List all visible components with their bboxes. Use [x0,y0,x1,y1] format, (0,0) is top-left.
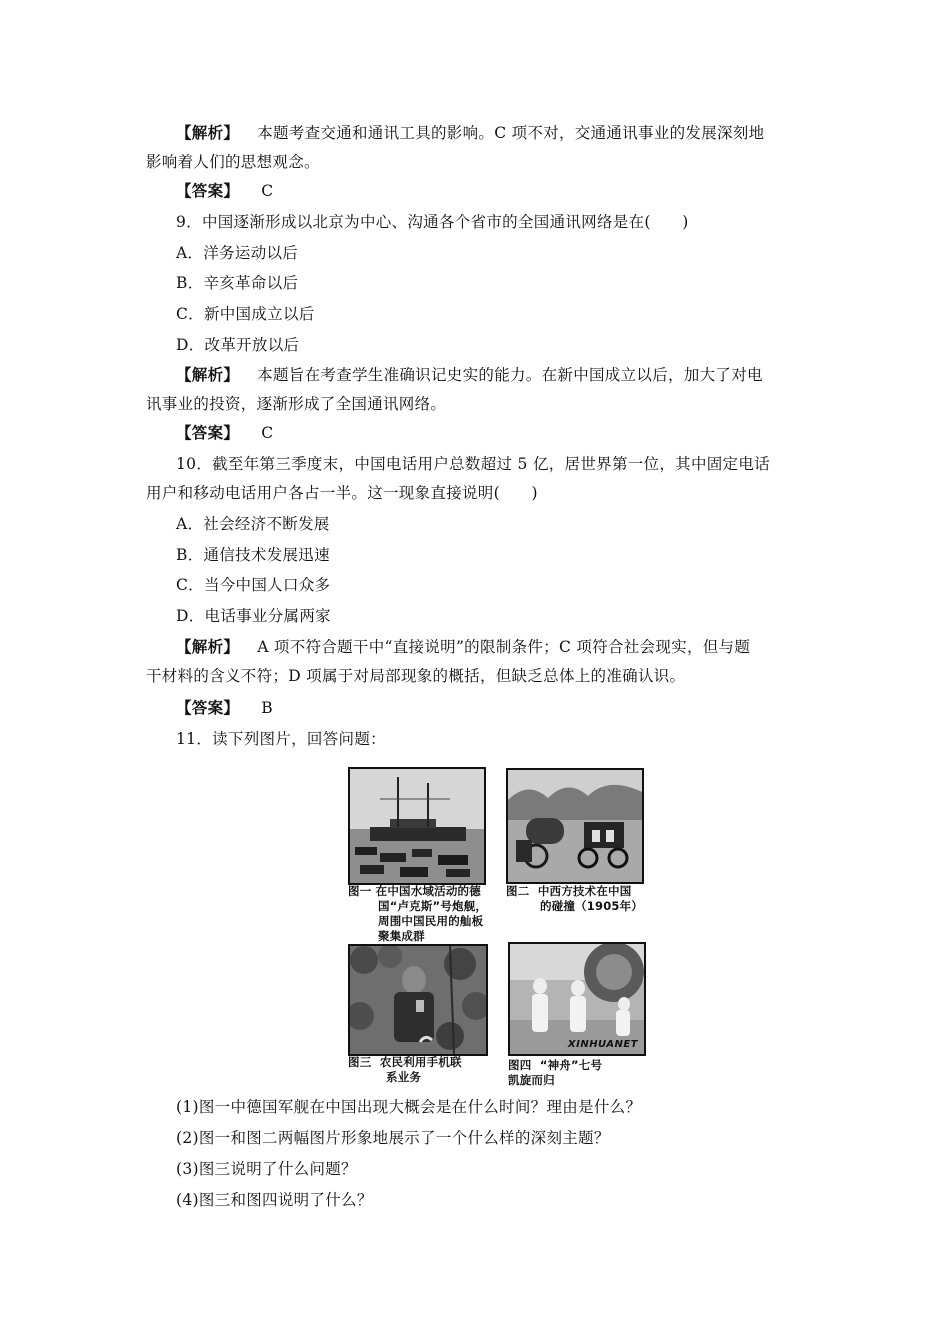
figure-4-caption-line: 凯旋而归 [508,1073,555,1087]
q10-analysis-cont: 干材料的含义不符；D 项属于对局部现象的概括，但缺乏总体上的准确认识。 [146,667,686,685]
analysis-tag: 【解析】 [176,365,240,384]
figure-3-photo [348,944,488,1056]
analysis-tag: 【解析】 [176,123,240,142]
astronauts-image [510,944,644,1054]
figure-2-photo [506,768,644,884]
farmer-phone-image [350,946,486,1054]
figure-1-caption-line: 在中国水域活动的德 [375,884,481,898]
watermark-text: XINHUANET [567,1039,638,1050]
figure-4-caption [508,1058,602,1088]
cart-and-car-image [508,770,642,882]
q9-stem: 9．中国逐渐形成以北京为中心、沟通各个省市的全国通讯网络是在( ) [176,213,689,231]
figure-2-label: 图二 [506,884,530,898]
q8-analysis-cont: 影响着人们的思想观念。 [146,153,320,171]
q10-option-b: B．通信技术发展迅速 [176,546,330,564]
analysis-text: 本题旨在考查学生准确识记史实的能力。在新中国成立以后，加大了对电 [257,366,763,384]
figure-1-caption [348,884,487,944]
q10-stem-cont: 用户和移动电话用户各占一半。这一现象直接说明( ) [146,484,538,502]
analysis-tag: 【解析】 [176,637,240,656]
figure-1-label: 图一 [348,884,372,898]
q9-option-a: A．洋务运动以后 [176,244,299,262]
figure-3-caption-line: 农民利用手机联 [379,1055,462,1069]
figure-2-caption [506,884,643,914]
q11-sub-1: (1)图一中德国军舰在中国出现大概会是在什么时间？理由是什么？ [176,1098,642,1116]
q9-analysis [176,364,763,386]
gunboat-image [350,769,484,883]
q9-option-d: D．改革开放以后 [176,336,300,354]
q11-sub-3: (3)图三说明了什么问题？ [176,1160,357,1178]
q11-sub-2: (2)图一和图二两幅图片形象地展示了一个什么样的深刻主题？ [176,1129,610,1147]
q11-stem: 11．读下列图片，回答问题： [176,730,386,748]
answer-tag: 【答案】 [176,423,240,442]
answer-value: B [261,699,273,717]
figure-4-caption-line: “神舟”七号 [539,1058,603,1072]
figure-3-caption-line: 系业务 [386,1070,422,1084]
q10-stem: 10．截至年第三季度末，中国电话用户总数超过 5 亿，居世界第一位，其中固定电话 [176,455,770,473]
answer-tag: 【答案】 [176,181,240,200]
answer-tag: 【答案】 [176,698,240,717]
figure-4-photo [508,942,646,1056]
figure-3-label: 图三 [348,1055,372,1069]
q9-analysis-cont: 讯事业的投资，逐渐形成了全国通讯网络。 [146,395,447,413]
q8-analysis [176,122,764,144]
q8-answer [176,180,273,202]
q9-option-c: C．新中国成立以后 [176,305,315,323]
q10-option-d: D．电话事业分属两家 [176,607,331,625]
figure-1-photo [348,767,486,885]
figure-4-label: 图四 [508,1058,532,1072]
q10-analysis [176,636,750,658]
q11-sub-4: (4)图三和图四说明了什么？ [176,1191,373,1209]
q9-answer [176,422,273,444]
figure-2-caption-line: 中西方技术在中国 [537,884,632,898]
analysis-text: 本题考查交通和通讯工具的影响。C 项不对，交通通讯事业的发展深刻地 [257,124,765,142]
q10-answer [176,697,273,719]
q10-option-c: C．当今中国人口众多 [176,576,331,594]
answer-value: C [261,182,274,200]
answer-value: C [261,424,274,442]
figure-2-caption-line: 的碰撞（1905年） [540,899,644,913]
q9-option-b: B．辛亥革命以后 [176,274,299,292]
figure-1-caption-line: 聚集成群 [378,929,425,943]
figure-1-caption-line: 国“卢克斯”号炮舰， [378,899,488,913]
q10-option-a: A．社会经济不断发展 [176,515,330,533]
figure-1-caption-line: 周围中国民用的舢板 [378,914,484,928]
analysis-text: A 项不符合题干中“直接说明”的限制条件；C 项符合社会现实，但与题 [257,638,751,656]
figure-3-caption [348,1055,462,1085]
